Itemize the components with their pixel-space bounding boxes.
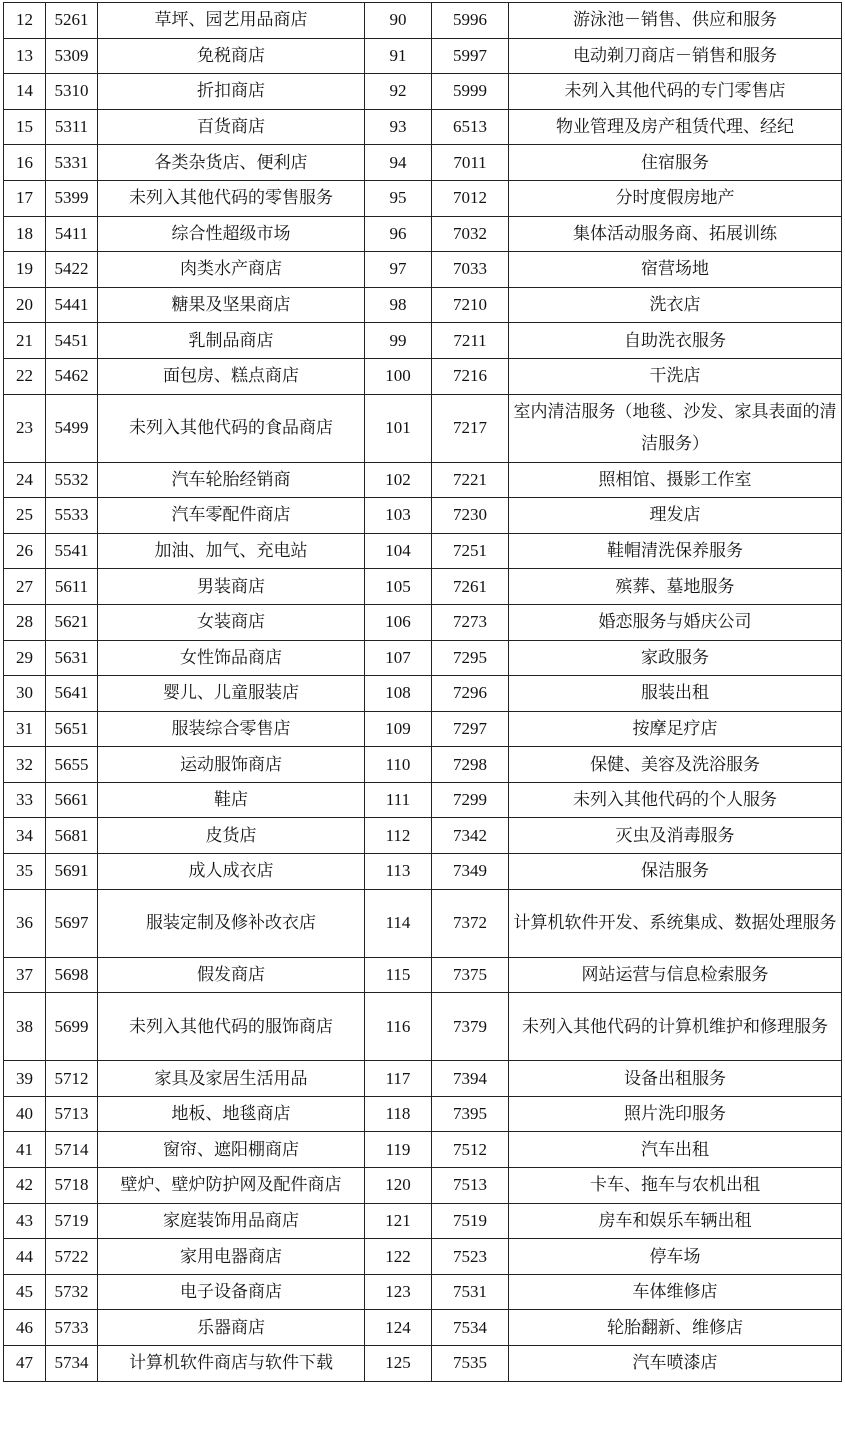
table-row [4,782,842,818]
category-name-left: 未列入其他代码的服饰商店 [98,993,365,1061]
mcc-code-left: 5719 [46,1203,98,1239]
mcc-code-left: 5631 [46,640,98,676]
mcc-code-right: 7296 [432,676,509,712]
table-row [4,818,842,854]
table-row [4,252,842,288]
row-number-left: 43 [4,1203,46,1239]
row-number-left: 36 [4,889,46,957]
row-number-left: 40 [4,1096,46,1132]
category-name-right: 网站运营与信息检索服务 [509,957,842,993]
category-name-right: 照片洗印服务 [509,1096,842,1132]
mcc-code-right: 7375 [432,957,509,993]
category-name-right: 保洁服务 [509,854,842,890]
mcc-code-left: 5655 [46,747,98,783]
mcc-code-left: 5734 [46,1346,98,1382]
mcc-code-right: 7011 [432,145,509,181]
row-number-left: 16 [4,145,46,181]
category-name-left: 综合性超级市场 [98,216,365,252]
mcc-code-left: 5713 [46,1096,98,1132]
row-number-right: 98 [365,287,432,323]
row-number-right: 104 [365,533,432,569]
category-name-left: 运动服饰商店 [98,747,365,783]
mcc-code-left: 5261 [46,3,98,39]
mcc-code-left: 5462 [46,358,98,394]
category-name-right: 汽车喷漆店 [509,1346,842,1382]
category-name-right: 游泳池－销售、供应和服务 [509,3,842,39]
row-number-left: 46 [4,1310,46,1346]
row-number-right: 107 [365,640,432,676]
category-name-left: 面包房、糕点商店 [98,358,365,394]
row-number-right: 97 [365,252,432,288]
row-number-right: 96 [365,216,432,252]
row-number-right: 95 [365,180,432,216]
row-number-right: 114 [365,889,432,957]
row-number-right: 113 [365,854,432,890]
row-number-right: 122 [365,1239,432,1275]
row-number-left: 24 [4,462,46,498]
mcc-code-right: 6513 [432,109,509,145]
row-number-left: 41 [4,1132,46,1168]
category-name-right: 分时度假房地产 [509,180,842,216]
table-row [4,1061,842,1097]
row-number-right: 120 [365,1168,432,1204]
category-name-right: 停车场 [509,1239,842,1275]
category-name-right: 鞋帽清洗保养服务 [509,533,842,569]
row-number-left: 12 [4,3,46,39]
mcc-code-right: 7349 [432,854,509,890]
category-name-left: 百货商店 [98,109,365,145]
table-row [4,1274,842,1310]
table-row [4,604,842,640]
category-name-left: 免税商店 [98,38,365,74]
row-number-left: 21 [4,323,46,359]
mcc-code-left: 5533 [46,498,98,534]
row-number-right: 92 [365,74,432,110]
category-name-right: 未列入其他代码的个人服务 [509,782,842,818]
row-number-left: 19 [4,252,46,288]
mcc-code-right: 7211 [432,323,509,359]
table-row [4,180,842,216]
row-number-left: 26 [4,533,46,569]
table-row [4,1239,842,1275]
category-name-left: 折扣商店 [98,74,365,110]
category-name-right: 宿营场地 [509,252,842,288]
category-name-right: 房车和娱乐车辆出租 [509,1203,842,1239]
row-number-left: 14 [4,74,46,110]
row-number-left: 13 [4,38,46,74]
mcc-code-right: 5996 [432,3,509,39]
category-name-left: 女性饰品商店 [98,640,365,676]
row-number-left: 35 [4,854,46,890]
row-number-right: 112 [365,818,432,854]
table-row [4,889,842,957]
row-number-right: 94 [365,145,432,181]
row-number-left: 31 [4,711,46,747]
mcc-code-right: 7217 [432,394,509,462]
category-name-right: 婚恋服务与婚庆公司 [509,604,842,640]
row-number-left: 28 [4,604,46,640]
category-name-left: 汽车零配件商店 [98,498,365,534]
table-row [4,640,842,676]
table-row [4,1203,842,1239]
mcc-code-right: 7297 [432,711,509,747]
category-name-left: 草坪、园艺用品商店 [98,3,365,39]
mcc-code-left: 5499 [46,394,98,462]
category-name-right: 自助洗衣服务 [509,323,842,359]
category-name-right: 室内清洁服务（地毯、沙发、家具表面的清洁服务） [509,394,842,462]
mcc-code-right: 7299 [432,782,509,818]
row-number-right: 102 [365,462,432,498]
table-row [4,394,842,462]
category-name-left: 皮货店 [98,818,365,854]
category-name-left: 汽车轮胎经销商 [98,462,365,498]
category-name-left: 男装商店 [98,569,365,605]
row-number-left: 20 [4,287,46,323]
mcc-code-right: 7535 [432,1346,509,1382]
row-number-left: 39 [4,1061,46,1097]
mcc-code-right: 7519 [432,1203,509,1239]
row-number-left: 23 [4,394,46,462]
category-name-right: 卡车、拖车与农机出租 [509,1168,842,1204]
table-row [4,569,842,605]
table-row [4,323,842,359]
row-number-left: 30 [4,676,46,712]
table-row [4,676,842,712]
category-name-right: 住宿服务 [509,145,842,181]
row-number-right: 106 [365,604,432,640]
category-name-left: 乳制品商店 [98,323,365,359]
mcc-code-right: 5997 [432,38,509,74]
row-number-left: 34 [4,818,46,854]
table-row [4,711,842,747]
category-name-left: 服装定制及修补改衣店 [98,889,365,957]
row-number-left: 25 [4,498,46,534]
table-body [4,3,842,1382]
category-name-left: 各类杂货店、便利店 [98,145,365,181]
row-number-left: 44 [4,1239,46,1275]
category-name-left: 地板、地毯商店 [98,1096,365,1132]
row-number-right: 101 [365,394,432,462]
category-name-right: 物业管理及房产租赁代理、经纪 [509,109,842,145]
category-name-right: 保健、美容及洗浴服务 [509,747,842,783]
mcc-code-right: 7394 [432,1061,509,1097]
row-number-right: 93 [365,109,432,145]
mcc-code-right: 7342 [432,818,509,854]
table-row [4,957,842,993]
mcc-code-left: 5311 [46,109,98,145]
table-row [4,498,842,534]
mcc-code-left: 5651 [46,711,98,747]
category-name-right: 照相馆、摄影工作室 [509,462,842,498]
table-row [4,145,842,181]
table-row [4,3,842,39]
row-number-right: 124 [365,1310,432,1346]
mcc-code-left: 5309 [46,38,98,74]
table-row [4,109,842,145]
table-row [4,287,842,323]
mcc-code-left: 5411 [46,216,98,252]
mcc-code-right: 7033 [432,252,509,288]
mcc-code-right: 7261 [432,569,509,605]
category-name-right: 设备出租服务 [509,1061,842,1097]
category-name-left: 糖果及坚果商店 [98,287,365,323]
mcc-code-left: 5641 [46,676,98,712]
table-row [4,1168,842,1204]
mcc-code-right: 7216 [432,358,509,394]
row-number-left: 17 [4,180,46,216]
category-name-right: 家政服务 [509,640,842,676]
table-row [4,358,842,394]
row-number-left: 37 [4,957,46,993]
category-name-right: 汽车出租 [509,1132,842,1168]
mcc-code-left: 5712 [46,1061,98,1097]
category-name-left: 乐器商店 [98,1310,365,1346]
table-row [4,1310,842,1346]
row-number-right: 116 [365,993,432,1061]
mcc-code-left: 5699 [46,993,98,1061]
category-name-right: 电动剃刀商店－销售和服务 [509,38,842,74]
category-name-left: 加油、加气、充电站 [98,533,365,569]
merchant-category-table [3,2,842,1382]
category-name-left: 家庭装饰用品商店 [98,1203,365,1239]
row-number-right: 111 [365,782,432,818]
mcc-code-left: 5611 [46,569,98,605]
row-number-right: 125 [365,1346,432,1382]
mcc-code-right: 7512 [432,1132,509,1168]
table-row [4,854,842,890]
table-row [4,74,842,110]
row-number-left: 32 [4,747,46,783]
row-number-left: 47 [4,1346,46,1382]
category-name-left: 肉类水产商店 [98,252,365,288]
table-row [4,462,842,498]
mcc-code-left: 5399 [46,180,98,216]
row-number-left: 38 [4,993,46,1061]
category-name-right: 计算机软件开发、系统集成、数据处理服务 [509,889,842,957]
category-name-left: 家用电器商店 [98,1239,365,1275]
category-name-left: 服装综合零售店 [98,711,365,747]
mcc-code-left: 5310 [46,74,98,110]
row-number-left: 27 [4,569,46,605]
mcc-code-right: 5999 [432,74,509,110]
row-number-right: 91 [365,38,432,74]
category-name-left: 女装商店 [98,604,365,640]
mcc-code-right: 7032 [432,216,509,252]
category-name-right: 服装出租 [509,676,842,712]
table-row [4,1346,842,1382]
mcc-code-left: 5733 [46,1310,98,1346]
row-number-right: 99 [365,323,432,359]
category-name-left: 壁炉、壁炉防护网及配件商店 [98,1168,365,1204]
mcc-code-left: 5681 [46,818,98,854]
mcc-code-right: 7372 [432,889,509,957]
mcc-code-right: 7513 [432,1168,509,1204]
mcc-code-right: 7531 [432,1274,509,1310]
category-name-left: 未列入其他代码的零售服务 [98,180,365,216]
mcc-code-right: 7210 [432,287,509,323]
mcc-code-right: 7379 [432,993,509,1061]
row-number-right: 90 [365,3,432,39]
row-number-left: 42 [4,1168,46,1204]
category-name-left: 家具及家居生活用品 [98,1061,365,1097]
mcc-code-left: 5441 [46,287,98,323]
mcc-code-right: 7221 [432,462,509,498]
category-name-right: 洗衣店 [509,287,842,323]
row-number-left: 33 [4,782,46,818]
category-name-left: 婴儿、儿童服装店 [98,676,365,712]
mcc-code-left: 5451 [46,323,98,359]
mcc-code-left: 5718 [46,1168,98,1204]
row-number-right: 123 [365,1274,432,1310]
mcc-code-left: 5732 [46,1274,98,1310]
table-row [4,38,842,74]
category-name-right: 未列入其他代码的专门零售店 [509,74,842,110]
row-number-left: 18 [4,216,46,252]
mcc-code-right: 7395 [432,1096,509,1132]
category-name-left: 未列入其他代码的食品商店 [98,394,365,462]
row-number-right: 108 [365,676,432,712]
table-row [4,1096,842,1132]
category-name-left: 计算机软件商店与软件下载 [98,1346,365,1382]
category-name-right: 灭虫及消毒服务 [509,818,842,854]
row-number-right: 105 [365,569,432,605]
mcc-code-right: 7534 [432,1310,509,1346]
mcc-code-left: 5422 [46,252,98,288]
row-number-right: 109 [365,711,432,747]
category-name-right: 殡葬、墓地服务 [509,569,842,605]
mcc-code-left: 5661 [46,782,98,818]
table-row [4,1132,842,1168]
mcc-code-left: 5532 [46,462,98,498]
category-name-left: 电子设备商店 [98,1274,365,1310]
mcc-code-left: 5691 [46,854,98,890]
mcc-code-left: 5697 [46,889,98,957]
table-row [4,533,842,569]
row-number-left: 45 [4,1274,46,1310]
mcc-code-left: 5541 [46,533,98,569]
mcc-code-right: 7230 [432,498,509,534]
row-number-right: 119 [365,1132,432,1168]
category-name-left: 成人成衣店 [98,854,365,890]
row-number-left: 15 [4,109,46,145]
category-name-right: 车体维修店 [509,1274,842,1310]
category-name-left: 假发商店 [98,957,365,993]
category-name-right: 未列入其他代码的计算机维护和修理服务 [509,993,842,1061]
mcc-code-left: 5698 [46,957,98,993]
mcc-code-right: 7298 [432,747,509,783]
mcc-code-left: 5722 [46,1239,98,1275]
row-number-left: 29 [4,640,46,676]
category-name-right: 理发店 [509,498,842,534]
mcc-code-left: 5621 [46,604,98,640]
table-row [4,993,842,1061]
mcc-code-right: 7273 [432,604,509,640]
category-name-right: 按摩足疗店 [509,711,842,747]
row-number-right: 103 [365,498,432,534]
category-name-right: 轮胎翻新、维修店 [509,1310,842,1346]
mcc-code-right: 7012 [432,180,509,216]
category-name-right: 干洗店 [509,358,842,394]
row-number-right: 117 [365,1061,432,1097]
table-row [4,747,842,783]
row-number-right: 118 [365,1096,432,1132]
mcc-code-right: 7251 [432,533,509,569]
category-name-right: 集体活动服务商、拓展训练 [509,216,842,252]
category-name-left: 窗帘、遮阳棚商店 [98,1132,365,1168]
mcc-code-left: 5331 [46,145,98,181]
mcc-code-right: 7523 [432,1239,509,1275]
row-number-right: 100 [365,358,432,394]
row-number-right: 110 [365,747,432,783]
row-number-right: 115 [365,957,432,993]
table-row [4,216,842,252]
category-name-left: 鞋店 [98,782,365,818]
mcc-code-right: 7295 [432,640,509,676]
row-number-left: 22 [4,358,46,394]
row-number-right: 121 [365,1203,432,1239]
mcc-code-left: 5714 [46,1132,98,1168]
